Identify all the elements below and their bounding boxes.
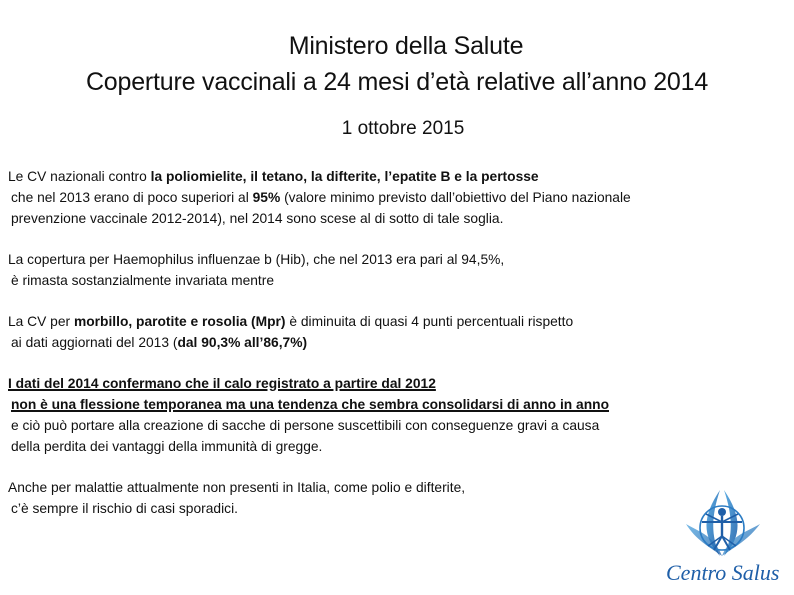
text-line xyxy=(8,332,778,353)
text-segment: Anche per malattie attualmente non presenti in Italia, come polio e difterite, xyxy=(8,480,466,495)
text-line xyxy=(8,208,778,229)
text-line xyxy=(8,270,778,291)
paragraph xyxy=(8,373,778,457)
text-line xyxy=(8,187,778,208)
text-line xyxy=(8,373,778,394)
text-segment: (valore minimo previsto dall’obiettivo del Piano nazionale xyxy=(280,190,631,205)
text-segment: della perdita dei vantaggi della immunità di gregge. xyxy=(11,439,323,454)
title-block xyxy=(0,28,794,100)
text-segment: è rimasta sostanzialmente invariata mentre xyxy=(11,273,275,288)
paragraph xyxy=(8,249,778,291)
text-line xyxy=(8,477,778,498)
text-segment: 95% xyxy=(252,190,281,205)
paragraph xyxy=(8,166,778,229)
text-segment: è diminuita di quasi 4 punti percentuali rispetto xyxy=(285,314,574,329)
text-line xyxy=(8,415,778,436)
text-line xyxy=(8,311,778,332)
text-segment: I dati del 2014 confermano che il calo registrato a partire dal 2012 xyxy=(8,376,436,391)
text-segment: La copertura per Haemophilus influenzae b (Hib), che nel 2013 era pari al 94,5%, xyxy=(8,252,505,267)
text-segment: dal 90,3% all’86,7%) xyxy=(177,335,308,350)
text-segment: morbillo, parotite e rosolia (Mpr) xyxy=(73,314,286,329)
text-line xyxy=(8,498,778,519)
text-line xyxy=(8,436,778,457)
title-line-1: Ministero della Salute xyxy=(288,32,524,60)
paragraph xyxy=(8,477,778,519)
text-line xyxy=(8,249,778,270)
text-segment: c’è sempre il rischio di casi sporadici. xyxy=(11,501,238,516)
logo-text: Centro Salus xyxy=(666,560,780,585)
body-text xyxy=(8,166,778,539)
text-line xyxy=(8,166,778,187)
text-segment: prevenzione vaccinale 2012-2014), nel 2014 sono scese al di sotto di tale soglia. xyxy=(11,211,504,226)
text-segment: la poliomielite, il tetano, la difterite, l’epatite B e la pertosse xyxy=(150,169,539,184)
text-segment: Le CV nazionali contro xyxy=(8,169,151,184)
text-segment: e ciò può portare alla creazione di sacche di persone suscettibili con conseguenze gravi a causa xyxy=(11,418,600,433)
title-line-2: Coperture vaccinali a 24 mesi d’età relative all’anno 2014 xyxy=(85,68,709,96)
text-segment: ai dati aggiornati del 2013 ( xyxy=(11,335,178,350)
text-segment: che nel 2013 erano di poco superiori al xyxy=(11,190,253,205)
text-segment: non è una flessione temporanea ma una tendenza che sembra consolidarsi di anno in anno xyxy=(11,397,609,412)
text-line xyxy=(8,394,778,415)
text-segment: La CV per xyxy=(8,314,74,329)
paragraph xyxy=(8,311,778,353)
date-label: 1 ottobre 2015 xyxy=(341,118,465,139)
